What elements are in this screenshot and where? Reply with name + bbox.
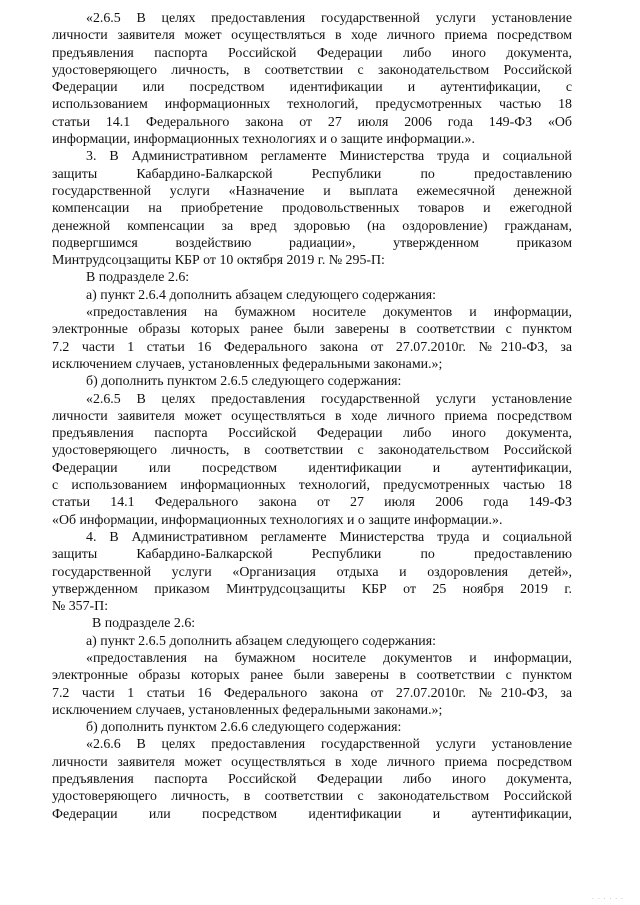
text-line: денежной компенсации за вред здоровью (на оздоровление) гражданам,	[52, 218, 572, 234]
text-line: государственной услуги «Назначение и выплата ежемесячной денежной	[52, 183, 572, 199]
text-line: исключением случаев, установленных федеральными законами.»;	[52, 702, 443, 718]
text-line: «Об информации, информационных технологиях и о защите информации.».	[52, 512, 503, 528]
text-line: 7.2 части 1 статьи 16 Федерального закона от 27.07.2010г. №210-ФЗ, за	[52, 339, 572, 355]
document-page	[52, 10, 572, 823]
text-line: б) дополнить пунктом 2.6.5 следующего содержания:	[86, 374, 402, 390]
text-line: статьи 14.1 Федерального закона от 27 июля 2006 года 149-ФЗ «Об	[52, 114, 572, 130]
text-line: предъявления паспорта Российской Федерации либо иного документа,	[52, 426, 572, 442]
text-line: использованием информационных технологий, предусмотренных частью 18	[52, 97, 572, 113]
text-line: предъявления паспорта Российской Федерации либо иного документа,	[52, 45, 572, 61]
text-line: личности заявителя может осуществляться в ходе личного приема посредством	[52, 754, 572, 770]
text-line: личности заявителя может осуществляться в ходе личного приема посредством	[52, 28, 572, 44]
text-line: Федерации или посредством идентификации и аутентификации,	[52, 806, 572, 822]
text-line: Федерации или посредством идентификации и аутентификации,	[52, 460, 572, 476]
text-line: личности заявителя может осуществляться в ходе личного приема посредством	[52, 408, 572, 424]
text-line: а) пункт 2.6.4 дополнить абзацем следующего содержания:	[86, 287, 436, 303]
text-line: В подразделе 2.6:	[92, 616, 196, 632]
text-line: утвержденном приказом Минтрудсоцзащиты КБР от 25 ноября 2019 г.	[52, 581, 572, 597]
text-line: 3. В Административном регламенте Министерства труда и социальной	[86, 149, 572, 165]
text-line: государственной услуги «Организация отдыха и оздоровления детей»,	[52, 564, 572, 580]
text-line: 4. В Административном регламенте Министерства труда и социальной	[86, 529, 572, 545]
text-line: исключением случаев, установленных федеральными законами.»;	[52, 356, 443, 372]
text-line: «2.6.6 В целях предоставления государственной услуги установление	[86, 737, 572, 753]
text-line: а) пункт 2.6.5 дополнить абзацем следующего содержания:	[86, 633, 436, 649]
text-line: удостоверяющего личность, в соответствии с законодательством Российской	[52, 789, 572, 805]
text-line: электронные образы которых ранее были заверены в соответствии с пунктом	[52, 668, 572, 684]
text-line: «2.6.5 В целях предоставления государственной услуги установление	[86, 11, 572, 26]
text-line: 7.2 части 1 статьи 16 Федерального закона от 27.07.2010г. №210-ФЗ, за	[52, 685, 572, 701]
text-line: предъявления паспорта Российской Федерации либо иного документа,	[52, 772, 572, 788]
text-line: «предоставления на бумажном носителе документов и информации,	[86, 650, 572, 666]
text-line: электронные образы которых ранее были заверены в соответствии с пунктом	[52, 322, 572, 338]
text-line: № 357-П:	[52, 599, 109, 615]
scan-mark: · · · · · ·	[592, 896, 624, 903]
text-line: «предоставления на бумажном носителе документов и информации,	[86, 305, 572, 321]
text-line: компенсации на приобретение продовольственных товаров и ежегодной	[52, 201, 572, 217]
text-line: удостоверяющего личность, в соответствии с законодательством Российской	[52, 443, 572, 459]
text-line: «2.6.5 В целях предоставления государственной услуги установление	[86, 391, 572, 407]
text-line: защиты Кабардино-Балкарской Республики по предоставлению	[52, 166, 572, 182]
text-line: Федерации или посредством идентификации и аутентификации, с	[52, 80, 572, 96]
text-line: б) дополнить пунктом 2.6.6 следующего содержания:	[86, 720, 402, 736]
text-line: В подразделе 2.6:	[86, 270, 190, 286]
text-line: удостоверяющего личность, в соответствии с законодательством Российской	[52, 62, 572, 78]
text-line: Минтрудсоцзащиты КБР от 10 октября 2019 г. № 295-П:	[52, 253, 385, 269]
text-line: подвергшимся воздействию радиации», утвержденном приказом	[52, 235, 572, 251]
text-line: защиты Кабардино-Балкарской Республики по предоставлению	[52, 547, 572, 563]
text-line: информации, информационных технологиях и о защите информации.».	[52, 132, 475, 148]
text-line: статьи 14.1 Федерального закона от 27 июля 2006 года 149-ФЗ	[52, 495, 572, 511]
text-line: с использованием информационных технологий, предусмотренных частью 18	[52, 478, 572, 494]
